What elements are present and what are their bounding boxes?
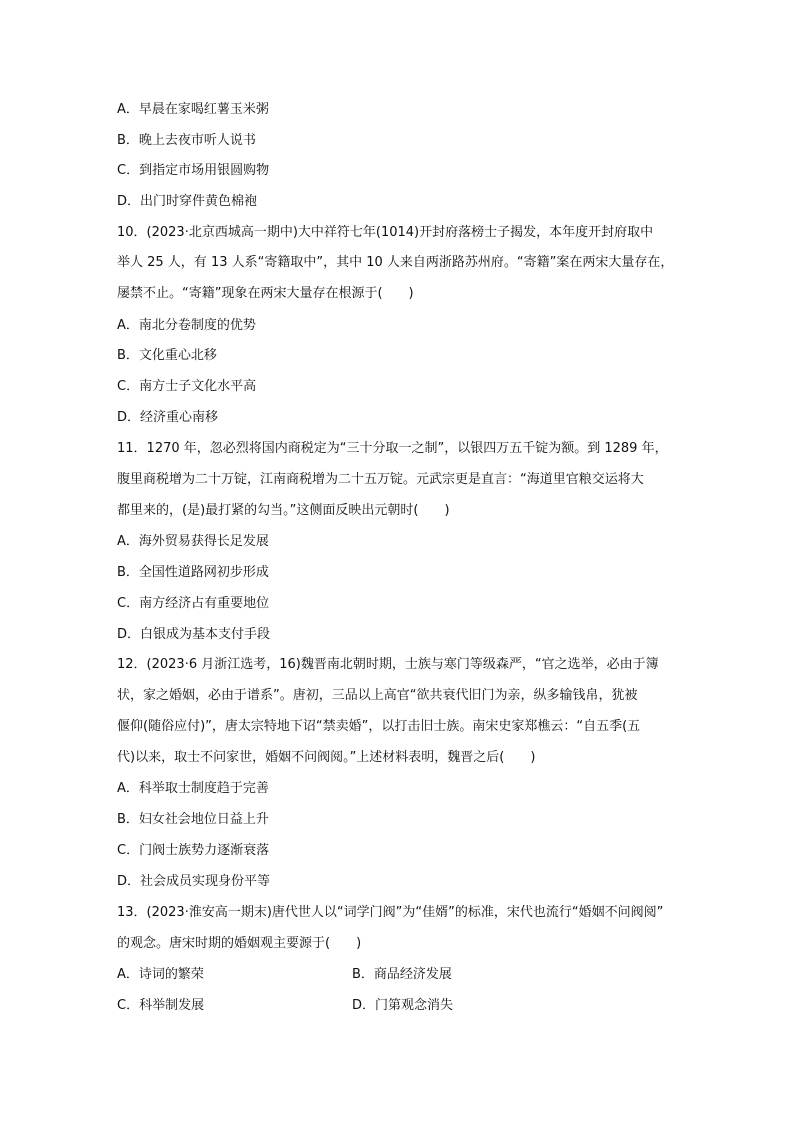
q13-option-d[interactable]: D．门第观念消失 — [352, 998, 454, 1013]
q12-stem-line4: 代)以来，取士不问家世，婚姻不问阀阅。”上述材料表明，魏晋之后( ) — [117, 750, 536, 765]
q11-stem-line2: 腹里商税增为二十万锭，江南商税增为二十五万锭。元武宗更是直言：“海道里官粮交运将大 — [117, 472, 644, 487]
q12-stem-line1: 12．(2023·6 月浙江选考，16)魏晋南北朝时期，士族与寒门等级森严，“官之选举，必由于簿 — [117, 657, 659, 672]
q10-stem-line1: 10．(2023·北京西城高一期中)大中祥符七年(1014)开封府落榜士子揭发，本年度开封府取中 — [117, 225, 654, 240]
q11-option-b[interactable]: B．全国性道路网初步形成 — [117, 565, 269, 580]
q13-stem-line1: 13．(2023·淮安高一期末)唐代世人以“词学门阀”为“佳婿”的标准，宋代也流行“婚姻不问阀阅” — [117, 905, 664, 920]
q13-option-c[interactable]: C．科举制发展 — [117, 998, 205, 1013]
q12-option-d[interactable]: D．社会成员实现身份平等 — [117, 874, 271, 889]
q12-stem-line2: 状，家之婚姻，必由于谱系”。唐初，三品以上高官“欲共衰代旧门为亲，纵多输钱帛，犹被 — [117, 688, 638, 703]
q11-stem-line3: 都里来的，(是)最打紧的勾当。”这侧面反映出元朝时( ) — [117, 503, 450, 518]
q9-option-c[interactable]: C．到指定市场用银圆购物 — [117, 163, 270, 178]
q10-stem-line2: 举人 25 人，有 13 人系“寄籍取中”，其中 10 人来自两浙路苏州府。“寄籍”案在两宋大量存在， — [117, 255, 674, 270]
q11-option-d[interactable]: D．白银成为基本支付手段 — [117, 627, 271, 642]
q12-option-c[interactable]: C．门阀士族势力逐渐衰落 — [117, 843, 270, 858]
q13-option-b[interactable]: B．商品经济发展 — [352, 967, 452, 982]
q9-option-d[interactable]: D．出门时穿件黄色棉袍 — [117, 194, 258, 209]
q10-stem-line3: 屡禁不止。“寄籍”现象在两宋大量存在根源于( ) — [117, 286, 414, 301]
q9-option-a[interactable]: A．早晨在家喝红薯玉米粥 — [117, 102, 269, 117]
q11-option-a[interactable]: A．海外贸易获得长足发展 — [117, 534, 269, 549]
q11-stem-line1: 11．1270 年，忽必烈将国内商税定为“三十分取一之制”，以银四万五千锭为额。到 1289 年， — [117, 441, 668, 456]
q12-option-a[interactable]: A．科举取士制度趋于完善 — [117, 781, 269, 796]
q12-stem-line3: 偃仰(随俗应付)”，唐太宗特地下诏“禁卖婚”，以打击旧士族。南宋史家郑樵云：“自五季(五 — [117, 719, 641, 734]
q10-option-c[interactable]: C．南方士子文化水平高 — [117, 379, 257, 394]
q10-option-d[interactable]: D．经济重心南移 — [117, 410, 219, 425]
q9-option-b[interactable]: B．晚上去夜市听人说书 — [117, 133, 256, 148]
q13-stem-line2: 的观念。唐宋时期的婚姻观主要源于( ) — [117, 936, 362, 951]
q12-option-b[interactable]: B．妇女社会地位日益上升 — [117, 812, 269, 827]
q10-option-b[interactable]: B．文化重心北移 — [117, 348, 217, 363]
q11-option-c[interactable]: C．南方经济占有重要地位 — [117, 596, 270, 611]
q10-option-a[interactable]: A．南北分卷制度的优势 — [117, 318, 256, 333]
q13-option-a[interactable]: A．诗词的繁荣 — [117, 967, 204, 982]
